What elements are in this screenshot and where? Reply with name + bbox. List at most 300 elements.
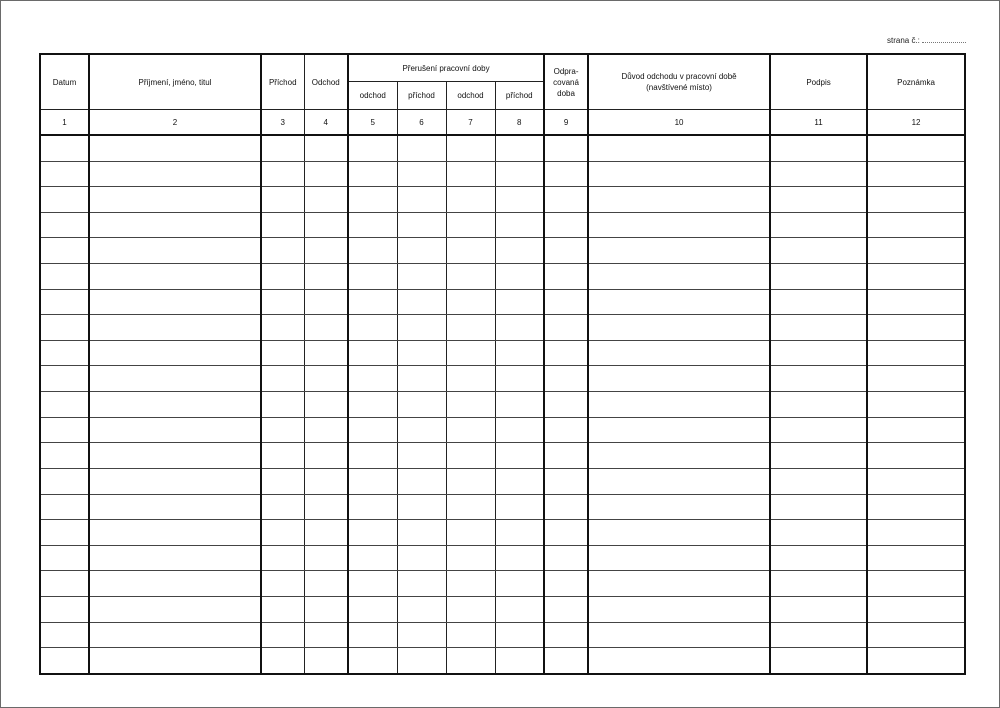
table-cell[interactable]: [446, 212, 495, 238]
table-cell[interactable]: [40, 264, 89, 290]
table-cell[interactable]: [89, 289, 261, 315]
table-cell[interactable]: [495, 161, 544, 187]
table-cell[interactable]: [261, 443, 304, 469]
table-cell[interactable]: [89, 571, 261, 597]
table-cell[interactable]: [495, 212, 544, 238]
table-cell[interactable]: [544, 238, 588, 264]
table-cell[interactable]: [544, 212, 588, 238]
table-cell[interactable]: [495, 468, 544, 494]
table-cell[interactable]: [40, 392, 89, 418]
table-cell[interactable]: [304, 187, 348, 213]
table-cell[interactable]: [867, 622, 965, 648]
col-number: 4: [304, 110, 348, 136]
table-cell[interactable]: [397, 135, 446, 161]
table-cell[interactable]: [867, 443, 965, 469]
table-cell[interactable]: [588, 340, 770, 366]
table-cell[interactable]: [495, 443, 544, 469]
table-cell[interactable]: [446, 545, 495, 571]
table-cell[interactable]: [397, 238, 446, 264]
table-cell[interactable]: [544, 264, 588, 290]
table-cell[interactable]: [89, 648, 261, 674]
table-cell[interactable]: [446, 468, 495, 494]
table-cell[interactable]: [348, 264, 397, 290]
table-cell[interactable]: [304, 545, 348, 571]
page-number-field: [887, 35, 966, 45]
table-cell[interactable]: [770, 545, 867, 571]
table-cell[interactable]: [348, 187, 397, 213]
table-cell[interactable]: [544, 392, 588, 418]
table-cell[interactable]: [867, 468, 965, 494]
table-cell[interactable]: [446, 264, 495, 290]
table-cell[interactable]: [446, 571, 495, 597]
reason-line-1: Důvod odchodu v pracovní době: [621, 72, 737, 81]
table-cell[interactable]: [588, 545, 770, 571]
table-cell[interactable]: [40, 545, 89, 571]
page-number-label: strana č.:: [887, 36, 920, 45]
table-cell[interactable]: [588, 392, 770, 418]
table-cell[interactable]: [304, 161, 348, 187]
table-cell[interactable]: [770, 187, 867, 213]
table-cell[interactable]: [348, 494, 397, 520]
col-number: 3: [261, 110, 304, 136]
table-cell[interactable]: [89, 468, 261, 494]
table-cell[interactable]: [495, 622, 544, 648]
col-number: 8: [495, 110, 544, 136]
table-cell[interactable]: [397, 520, 446, 546]
table-cell[interactable]: [495, 366, 544, 392]
table-cell[interactable]: [446, 648, 495, 674]
table-cell[interactable]: [261, 264, 304, 290]
table-cell[interactable]: [770, 443, 867, 469]
table-cell[interactable]: [40, 315, 89, 341]
table-cell[interactable]: [348, 366, 397, 392]
table-cell[interactable]: [40, 520, 89, 546]
table-cell[interactable]: [348, 468, 397, 494]
table-cell[interactable]: [261, 520, 304, 546]
table-cell[interactable]: [495, 289, 544, 315]
table-cell[interactable]: [397, 571, 446, 597]
table-cell[interactable]: [495, 238, 544, 264]
table-cell[interactable]: [261, 238, 304, 264]
table-row: [40, 340, 965, 366]
table-cell[interactable]: [40, 187, 89, 213]
table-cell[interactable]: [588, 596, 770, 622]
table-cell[interactable]: [446, 417, 495, 443]
table-cell[interactable]: [304, 289, 348, 315]
table-cell[interactable]: [770, 315, 867, 341]
table-cell[interactable]: [495, 315, 544, 341]
reason-line-2: (navštívené místo): [646, 83, 712, 92]
table-cell[interactable]: [867, 264, 965, 290]
table-cell[interactable]: [89, 212, 261, 238]
table-cell[interactable]: [348, 135, 397, 161]
table-cell[interactable]: [446, 340, 495, 366]
table-cell[interactable]: [89, 622, 261, 648]
table-cell[interactable]: [588, 622, 770, 648]
table-cell[interactable]: [397, 648, 446, 674]
sub-header-arrival-1: příchod: [397, 82, 446, 110]
table-cell[interactable]: [770, 648, 867, 674]
table-cell[interactable]: [770, 135, 867, 161]
table-cell[interactable]: [304, 366, 348, 392]
table-body: [40, 135, 965, 674]
table-cell[interactable]: [588, 520, 770, 546]
table-cell[interactable]: [770, 468, 867, 494]
table-cell[interactable]: [770, 238, 867, 264]
table-cell[interactable]: [770, 212, 867, 238]
table-cell[interactable]: [495, 571, 544, 597]
table-cell[interactable]: [544, 648, 588, 674]
table-cell[interactable]: [397, 289, 446, 315]
table-cell[interactable]: [89, 135, 261, 161]
table-cell[interactable]: [397, 468, 446, 494]
worked-time-line-2: covaná: [553, 77, 579, 87]
table-row: [40, 238, 965, 264]
table-cell[interactable]: [348, 443, 397, 469]
table-cell[interactable]: [544, 366, 588, 392]
table-cell[interactable]: [89, 187, 261, 213]
table-cell[interactable]: [348, 417, 397, 443]
table-cell[interactable]: [261, 494, 304, 520]
table-cell[interactable]: [397, 161, 446, 187]
table-cell[interactable]: [446, 622, 495, 648]
table-cell[interactable]: [588, 494, 770, 520]
col-header-datum: Datum: [40, 54, 89, 110]
table-cell[interactable]: [446, 315, 495, 341]
col-number: 7: [446, 110, 495, 136]
table-cell[interactable]: [348, 340, 397, 366]
header-row: [40, 54, 965, 82]
table-cell[interactable]: [397, 417, 446, 443]
table-cell[interactable]: [867, 648, 965, 674]
table-cell[interactable]: [544, 622, 588, 648]
table-cell[interactable]: [89, 315, 261, 341]
table-cell[interactable]: [40, 135, 89, 161]
table-cell[interactable]: [867, 520, 965, 546]
table-cell[interactable]: [495, 340, 544, 366]
sub-header-departure-2: odchod: [446, 82, 495, 110]
table-cell[interactable]: [40, 340, 89, 366]
table-row: [40, 212, 965, 238]
table-row: [40, 366, 965, 392]
table-cell[interactable]: [397, 545, 446, 571]
table-cell[interactable]: [348, 622, 397, 648]
table-cell[interactable]: [544, 468, 588, 494]
col-number: 11: [770, 110, 867, 136]
table-cell[interactable]: [867, 289, 965, 315]
table-cell[interactable]: [495, 135, 544, 161]
table-cell[interactable]: [867, 417, 965, 443]
table-cell[interactable]: [867, 238, 965, 264]
table-cell[interactable]: [348, 545, 397, 571]
table-cell[interactable]: [261, 187, 304, 213]
col-number: 1: [40, 110, 89, 136]
table-cell[interactable]: [446, 187, 495, 213]
table-cell[interactable]: [89, 238, 261, 264]
table-cell[interactable]: [348, 596, 397, 622]
table-cell[interactable]: [348, 648, 397, 674]
table-cell[interactable]: [397, 392, 446, 418]
table-cell[interactable]: [867, 135, 965, 161]
table-cell[interactable]: [770, 494, 867, 520]
table-cell[interactable]: [89, 392, 261, 418]
table-cell[interactable]: [544, 135, 588, 161]
table-cell[interactable]: [446, 392, 495, 418]
table-cell[interactable]: [348, 315, 397, 341]
table-cell[interactable]: [397, 622, 446, 648]
col-number: 12: [867, 110, 965, 136]
table-cell[interactable]: [588, 187, 770, 213]
table-cell[interactable]: [544, 520, 588, 546]
table-cell[interactable]: [495, 520, 544, 546]
table-cell[interactable]: [544, 571, 588, 597]
table-row: [40, 520, 965, 546]
table-cell[interactable]: [40, 212, 89, 238]
table-cell[interactable]: [588, 238, 770, 264]
table-cell[interactable]: [867, 212, 965, 238]
table-cell[interactable]: [588, 135, 770, 161]
table-cell[interactable]: [40, 417, 89, 443]
table-cell[interactable]: [304, 443, 348, 469]
table-cell[interactable]: [588, 161, 770, 187]
table-cell[interactable]: [40, 494, 89, 520]
column-number-row: [40, 110, 965, 136]
table-cell[interactable]: [397, 596, 446, 622]
table-cell[interactable]: [495, 392, 544, 418]
table-cell[interactable]: [348, 571, 397, 597]
table-cell[interactable]: [348, 212, 397, 238]
table-cell[interactable]: [261, 622, 304, 648]
table-cell[interactable]: [446, 520, 495, 546]
table-cell[interactable]: [40, 571, 89, 597]
table-cell[interactable]: [40, 161, 89, 187]
table-cell[interactable]: [544, 187, 588, 213]
table-cell[interactable]: [770, 417, 867, 443]
table-cell[interactable]: [89, 366, 261, 392]
table-cell[interactable]: [261, 212, 304, 238]
table-row: [40, 161, 965, 187]
table-cell[interactable]: [544, 315, 588, 341]
table-cell[interactable]: [588, 315, 770, 341]
table-cell[interactable]: [770, 161, 867, 187]
table-cell[interactable]: [304, 315, 348, 341]
table-cell[interactable]: [495, 264, 544, 290]
table-row: [40, 289, 965, 315]
table-cell[interactable]: [40, 238, 89, 264]
table-cell[interactable]: [89, 161, 261, 187]
table-row: [40, 264, 965, 290]
table-cell[interactable]: [261, 596, 304, 622]
table-cell[interactable]: [588, 366, 770, 392]
table-cell[interactable]: [304, 468, 348, 494]
table-cell[interactable]: [867, 545, 965, 571]
table-cell[interactable]: [867, 366, 965, 392]
col-number: 2: [89, 110, 261, 136]
table-cell[interactable]: [544, 494, 588, 520]
table-cell[interactable]: [544, 289, 588, 315]
table-cell[interactable]: [304, 648, 348, 674]
table-row: [40, 135, 965, 161]
table-cell[interactable]: [304, 494, 348, 520]
table-row: [40, 494, 965, 520]
col-number: 6: [397, 110, 446, 136]
table-row: [40, 187, 965, 213]
table-cell[interactable]: [304, 520, 348, 546]
col-number: 10: [588, 110, 770, 136]
table-cell[interactable]: [40, 468, 89, 494]
table-cell[interactable]: [588, 648, 770, 674]
table-cell[interactable]: [588, 289, 770, 315]
table-cell[interactable]: [348, 520, 397, 546]
table-cell[interactable]: [588, 468, 770, 494]
table-cell[interactable]: [304, 622, 348, 648]
col-number: 9: [544, 110, 588, 136]
table-cell[interactable]: [770, 289, 867, 315]
table-cell[interactable]: [261, 315, 304, 341]
table-cell[interactable]: [544, 545, 588, 571]
table-cell[interactable]: [770, 596, 867, 622]
table-cell[interactable]: [89, 596, 261, 622]
col-number: 5: [348, 110, 397, 136]
table-cell[interactable]: [89, 520, 261, 546]
table-cell[interactable]: [89, 443, 261, 469]
table-cell[interactable]: [446, 596, 495, 622]
table-cell[interactable]: [446, 443, 495, 469]
table-cell[interactable]: [397, 264, 446, 290]
table-cell[interactable]: [588, 417, 770, 443]
table-cell[interactable]: [348, 161, 397, 187]
table-cell[interactable]: [446, 289, 495, 315]
table-cell[interactable]: [304, 340, 348, 366]
table-row: [40, 443, 965, 469]
table-cell[interactable]: [304, 392, 348, 418]
col-header-note: Poznámka: [867, 54, 965, 110]
table-cell[interactable]: [867, 571, 965, 597]
table-cell[interactable]: [867, 340, 965, 366]
table-cell[interactable]: [304, 571, 348, 597]
table-cell[interactable]: [446, 135, 495, 161]
table-cell[interactable]: [261, 392, 304, 418]
col-header-signature: Podpis: [770, 54, 867, 110]
table-cell[interactable]: [446, 161, 495, 187]
table-cell[interactable]: [261, 648, 304, 674]
table-cell[interactable]: [89, 340, 261, 366]
table-cell[interactable]: [397, 340, 446, 366]
worked-time-line-3: doba: [557, 88, 575, 98]
table-cell[interactable]: [397, 366, 446, 392]
col-header-departure: Odchod: [304, 54, 348, 110]
table-row: [40, 648, 965, 674]
worked-time-line-1: Odpra-: [553, 66, 579, 76]
table-cell[interactable]: [867, 494, 965, 520]
sub-header-departure-1: odchod: [348, 82, 397, 110]
table-cell[interactable]: [397, 315, 446, 341]
table-cell[interactable]: [40, 622, 89, 648]
table-cell[interactable]: [89, 494, 261, 520]
table-row: [40, 315, 965, 341]
table-cell[interactable]: [867, 187, 965, 213]
table-cell[interactable]: [348, 238, 397, 264]
table-cell[interactable]: [89, 264, 261, 290]
table-row: [40, 596, 965, 622]
table-cell[interactable]: [446, 366, 495, 392]
table-cell[interactable]: [348, 289, 397, 315]
table-cell[interactable]: [495, 187, 544, 213]
table-cell[interactable]: [544, 340, 588, 366]
table-cell[interactable]: [770, 264, 867, 290]
table-cell[interactable]: [588, 264, 770, 290]
table-cell[interactable]: [304, 264, 348, 290]
table-cell[interactable]: [261, 340, 304, 366]
table-cell[interactable]: [770, 340, 867, 366]
table-cell[interactable]: [261, 468, 304, 494]
table-cell[interactable]: [397, 443, 446, 469]
table-cell[interactable]: [770, 571, 867, 597]
table-cell[interactable]: [261, 417, 304, 443]
table-cell[interactable]: [588, 571, 770, 597]
table-cell[interactable]: [867, 315, 965, 341]
table-cell[interactable]: [261, 289, 304, 315]
table-cell[interactable]: [446, 494, 495, 520]
table-cell[interactable]: [770, 392, 867, 418]
table-cell[interactable]: [867, 596, 965, 622]
table-cell[interactable]: [89, 545, 261, 571]
table-cell[interactable]: [397, 494, 446, 520]
table-cell[interactable]: [261, 366, 304, 392]
table-cell[interactable]: [770, 520, 867, 546]
table-cell[interactable]: [40, 443, 89, 469]
table-cell[interactable]: [495, 596, 544, 622]
table-cell[interactable]: [446, 238, 495, 264]
table-cell[interactable]: [544, 596, 588, 622]
table-cell[interactable]: [544, 417, 588, 443]
table-cell[interactable]: [89, 417, 261, 443]
table-cell[interactable]: [770, 366, 867, 392]
page-number-blank[interactable]: [922, 35, 966, 43]
table-cell[interactable]: [40, 366, 89, 392]
table-cell[interactable]: [495, 417, 544, 443]
col-header-worked-time: [544, 54, 588, 110]
table-cell[interactable]: [304, 212, 348, 238]
table-cell[interactable]: [261, 135, 304, 161]
table-cell[interactable]: [544, 443, 588, 469]
table-cell[interactable]: [397, 212, 446, 238]
table-cell[interactable]: [261, 545, 304, 571]
table-cell[interactable]: [348, 392, 397, 418]
table-cell[interactable]: [495, 494, 544, 520]
col-header-interruption: Přerušení pracovní doby: [348, 54, 544, 82]
table-cell[interactable]: [40, 596, 89, 622]
table-cell[interactable]: [304, 596, 348, 622]
table-cell[interactable]: [495, 648, 544, 674]
attendance-table: [39, 53, 966, 675]
table-cell[interactable]: [588, 443, 770, 469]
table-cell[interactable]: [770, 622, 867, 648]
table-cell[interactable]: [867, 161, 965, 187]
table-cell[interactable]: [588, 212, 770, 238]
table-cell[interactable]: [397, 187, 446, 213]
table-cell[interactable]: [544, 161, 588, 187]
table-cell[interactable]: [261, 161, 304, 187]
table-cell[interactable]: [304, 417, 348, 443]
table-cell[interactable]: [40, 648, 89, 674]
table-cell[interactable]: [304, 135, 348, 161]
table-cell[interactable]: [40, 289, 89, 315]
table-cell[interactable]: [304, 238, 348, 264]
table-cell[interactable]: [495, 545, 544, 571]
table-cell[interactable]: [261, 571, 304, 597]
table-cell[interactable]: [867, 392, 965, 418]
